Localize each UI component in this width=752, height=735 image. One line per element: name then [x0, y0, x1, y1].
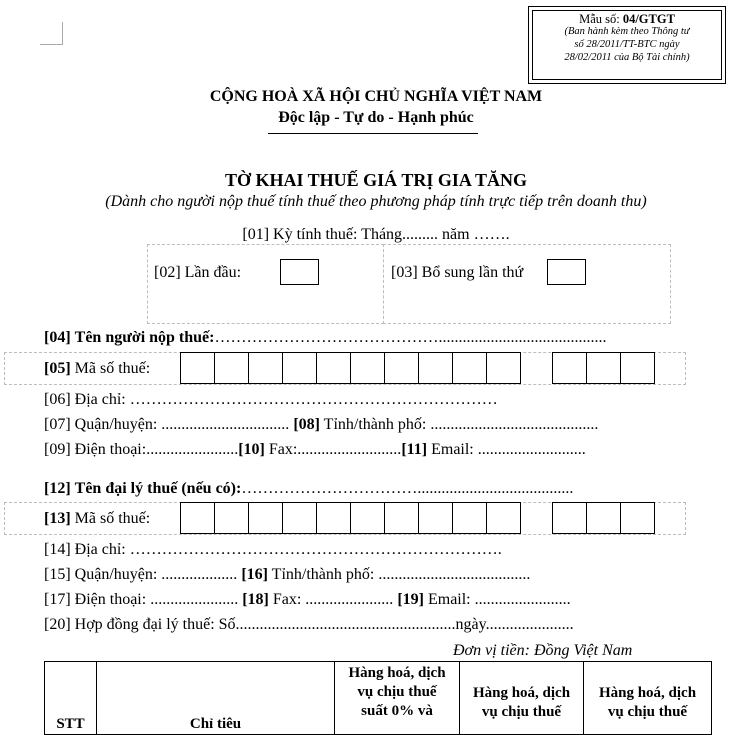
- digit-box[interactable]: [283, 353, 317, 383]
- agent-fax-num: [18]: [242, 591, 269, 608]
- taxpayer-name-num: [04]: [44, 329, 71, 346]
- page-corner-mark: [40, 22, 63, 45]
- currency-unit: Đơn vị tiền: Đồng Việt Nam: [453, 642, 633, 659]
- digit-box[interactable]: [385, 353, 419, 383]
- tax-period-field[interactable]: [01] Kỳ tính thuế: Tháng......... năm …….: [242, 226, 510, 243]
- digit-box[interactable]: [419, 503, 453, 533]
- agent-fax-field[interactable]: Fax: ......................: [268, 591, 398, 608]
- agent-tax-code-num: [13]: [44, 510, 71, 527]
- taxpayer-branch-code-boxes[interactable]: [552, 352, 655, 384]
- national-title: CỘNG HOÀ XÃ HỘI CHỦ NGHĨA VIỆT NAM: [209, 88, 543, 105]
- first-time-checkbox[interactable]: [280, 259, 319, 285]
- digit-box[interactable]: [453, 503, 487, 533]
- digit-box[interactable]: [351, 353, 385, 383]
- declaration-table: [44, 661, 712, 735]
- agent-tax-code-label: Mã số thuế:: [74, 510, 151, 527]
- col-item-label: Chỉ tiêu: [189, 716, 242, 732]
- taxpayer-city-num: [08]: [293, 416, 320, 433]
- taxpayer-name-label: Tên người nộp thuế:: [74, 329, 215, 346]
- col-c-line-2: vụ chịu thuế: [607, 704, 688, 720]
- digit-box[interactable]: [621, 353, 654, 383]
- form-note-line-2: số 28/2011/TT-BTC ngày: [574, 39, 680, 50]
- digit-box[interactable]: [317, 503, 351, 533]
- document-title: TỜ KHAI THUẾ GIÁ TRỊ GIA TĂNG: [224, 170, 528, 190]
- taxpayer-tax-code-label: Mã số thuế:: [74, 360, 151, 377]
- agent-contract-field[interactable]: [20] Hợp đồng đại lý thuế: Số.......................................................ngày......................: [44, 616, 574, 633]
- agent-phone-field[interactable]: [17] Điện thoại: ......................: [44, 591, 243, 608]
- agent-contact-row[interactable]: [44, 591, 571, 609]
- col-0pct-line-3: suất 0% và: [361, 703, 433, 719]
- taxpayer-fax-num: [10]: [238, 441, 265, 458]
- taxpayer-contact-row[interactable]: [44, 441, 586, 459]
- agent-city-field[interactable]: Tỉnh/thành phố: ......................................: [267, 566, 531, 583]
- col-b-line-1: Hàng hoá, dịch: [472, 685, 571, 701]
- form-note-line-3: 28/02/2011 của Bộ Tài chính): [564, 52, 690, 63]
- taxpayer-tax-code-num: [05]: [44, 360, 71, 377]
- agent-address-field[interactable]: [14] Địa chỉ: …………………………………………………………….: [44, 541, 502, 558]
- agent-name-label: Tên đại lý thuế (nếu có):: [74, 480, 242, 497]
- col-b: [460, 662, 584, 735]
- col-b-line-2: vụ chịu thuế: [481, 704, 562, 720]
- taxpayer-name-field[interactable]: ……………………………………..........................................: [214, 329, 607, 346]
- digit-box[interactable]: [385, 503, 419, 533]
- agent-name-row[interactable]: [44, 480, 573, 498]
- digit-box[interactable]: [317, 353, 351, 383]
- col-0pct-line-1: Hàng hoá, dịch: [348, 665, 446, 681]
- col-item: [97, 662, 335, 735]
- taxpayer-district-city-row[interactable]: [44, 416, 598, 434]
- agent-tax-code-label-group: [44, 510, 150, 528]
- supplement-box: [383, 244, 671, 324]
- digit-box[interactable]: [181, 353, 215, 383]
- digit-box[interactable]: [249, 353, 283, 383]
- digit-box[interactable]: [283, 503, 317, 533]
- taxpayer-email-num: [11]: [401, 441, 428, 458]
- agent-email-field[interactable]: Email: ........................: [423, 591, 571, 608]
- digit-box[interactable]: [587, 503, 621, 533]
- digit-box[interactable]: [419, 353, 453, 383]
- taxpayer-fax-field[interactable]: Fax:..........................: [264, 441, 402, 458]
- form-code-value: 04/GTGT: [622, 12, 675, 26]
- agent-email-num: [19]: [397, 591, 424, 608]
- agent-name-num: [12]: [44, 480, 71, 497]
- taxpayer-email-field[interactable]: Email: ...........................: [427, 441, 586, 458]
- taxpayer-address-field[interactable]: [06] Địa chỉ: ……………………………………………………………: [44, 391, 498, 408]
- form-code-box: [528, 6, 726, 84]
- form-note-line-1: (Ban hành kèm theo Thông tư: [564, 26, 690, 37]
- first-time-box: [147, 244, 384, 324]
- col-stt-label: STT: [56, 716, 85, 732]
- agent-tax-code-boxes[interactable]: [180, 502, 521, 534]
- taxpayer-city-field[interactable]: Tỉnh/thành phố: ..........................................: [319, 416, 599, 433]
- digit-box[interactable]: [553, 503, 587, 533]
- taxpayer-tax-code-boxes[interactable]: [180, 352, 521, 384]
- col-c-line-1: Hàng hoá, dịch: [598, 685, 697, 701]
- form-code-label: Mẫu số:: [579, 12, 620, 26]
- taxpayer-name-row[interactable]: [44, 329, 606, 347]
- document-subtitle: (Dành cho người nộp thuế tính thuế theo phương pháp tính trực tiếp trên doanh thu): [105, 193, 647, 210]
- motto-underline: [268, 133, 478, 134]
- supplement-label: [03] Bổ sung lần thứ: [391, 264, 524, 281]
- supplement-number-box[interactable]: [547, 259, 586, 285]
- digit-box[interactable]: [249, 503, 283, 533]
- agent-district-field[interactable]: [15] Quận/huyện: ...................: [44, 566, 242, 583]
- agent-district-city-row[interactable]: [44, 566, 530, 584]
- form-code-inner: [532, 10, 722, 80]
- digit-box[interactable]: [587, 353, 621, 383]
- digit-box[interactable]: [487, 503, 520, 533]
- taxpayer-tax-code-label-group: [44, 360, 150, 378]
- digit-box[interactable]: [215, 503, 249, 533]
- col-0pct-line-2: vụ chịu thuế: [357, 684, 437, 700]
- digit-box[interactable]: [181, 503, 215, 533]
- taxpayer-district-field[interactable]: [07] Quận/huyện: ................................: [44, 416, 294, 433]
- digit-box[interactable]: [351, 503, 385, 533]
- national-motto: Độc lập - Tự do - Hạnh phúc: [278, 109, 474, 126]
- digit-box[interactable]: [621, 503, 654, 533]
- agent-city-num: [16]: [241, 566, 268, 583]
- first-time-label: [02] Lần đầu:: [154, 264, 242, 281]
- taxpayer-phone-field[interactable]: [09] Điện thoại:.......................: [44, 441, 239, 458]
- agent-branch-code-boxes[interactable]: [552, 502, 655, 534]
- col-0pct: [335, 662, 460, 735]
- table-header-row: [45, 662, 712, 735]
- form-code: [533, 13, 721, 25]
- agent-name-field[interactable]: …………………………….......................................: [241, 480, 574, 497]
- col-c: [584, 662, 712, 735]
- digit-box[interactable]: [215, 353, 249, 383]
- digit-box[interactable]: [453, 353, 487, 383]
- digit-box[interactable]: [553, 353, 587, 383]
- col-stt: [45, 662, 97, 735]
- digit-box[interactable]: [487, 353, 520, 383]
